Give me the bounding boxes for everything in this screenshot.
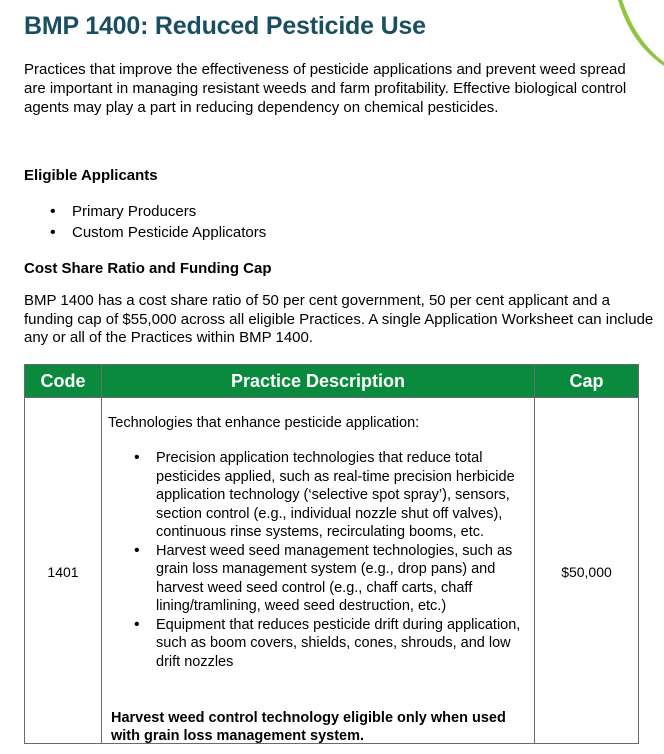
eligible-applicants-heading: Eligible Applicants — [24, 167, 158, 184]
row-code: 1401 — [47, 564, 79, 580]
header-code: Code — [40, 371, 86, 391]
column-divider — [534, 365, 535, 743]
header-cap: Cap — [569, 371, 604, 391]
list-item: • Precision application technologies that reduce total pesticides applied, such as real-time precision herbicide application technology (‘selective spot spray’), sensors, section control (e.g., individual nozzle shut off valves), continuous rinse systems, recirculating booms, etc. — [132, 449, 532, 542]
table-header-row — [25, 365, 638, 397]
cost-share-paragraph: BMP 1400 has a cost share ratio of 50 per cent government, 50 per cent applicant and a funding cap of $55,000 across all eligible Practices. A single Application Worksheet can include any or all of the Practices within BMP 1400. — [24, 292, 654, 346]
column-divider — [101, 365, 102, 743]
list-item: • Harvest weed seed management technologies, such as grain loss management system (e.g., drop pans) and harvest weed seed control (e.g., chaff carts, chaff lining/tramlining, weed seed destruction, etc.) — [132, 542, 532, 616]
cost-share-heading: Cost Share Ratio and Funding Cap — [24, 260, 272, 277]
description-note: Harvest weed control technology eligible only when used with grain loss management system. — [111, 710, 506, 744]
description-intro: Technologies that enhance pesticide application: — [108, 415, 420, 431]
list-item: • Equipment that reduces pesticide drift during application, such as boom covers, shields, cones, shrouds, and low drift nozzles — [132, 616, 532, 672]
eligible-applicants-list — [50, 201, 266, 243]
list-item: • Custom Pesticide Applicators — [50, 222, 266, 243]
description-bullet-list — [132, 449, 532, 671]
row-cap: $50,000 — [561, 564, 612, 580]
header-practice-description: Practice Description — [230, 371, 406, 391]
intro-paragraph: Practices that improve the effectiveness of pesticide applications and prevent weed spread are important in managing resistant weeds and farm profitability. Effective biological control agents may play a part in reducing dependency on chemical pesticides. — [24, 61, 627, 116]
row-divider — [25, 397, 638, 398]
page-title: BMP 1400: Reduced Pesticide Use — [24, 12, 426, 40]
practice-table — [24, 364, 639, 744]
list-item: • Primary Producers — [50, 201, 266, 222]
